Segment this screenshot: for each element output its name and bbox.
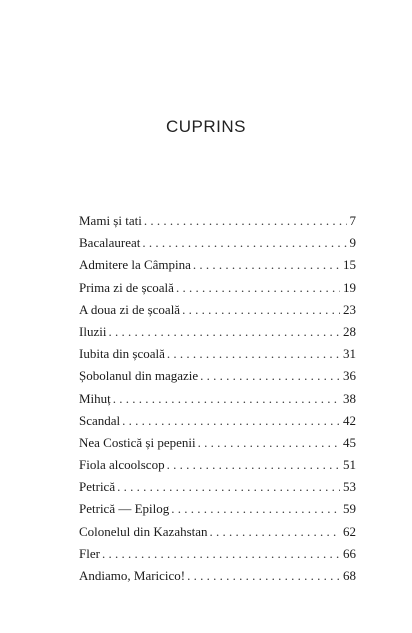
toc-entry [79,546,356,568]
toc-entry [79,257,356,279]
toc-entry-page-number: 42 [343,412,356,428]
toc-dot-leader [142,235,346,251]
toc-entry-title: Prima zi de școală [79,279,174,295]
toc-dot-leader [102,546,340,562]
toc-dot-leader [210,524,340,540]
toc-entry-page-number: 66 [343,545,356,561]
toc-entry-page-number: 59 [343,501,356,517]
toc-dot-leader [182,302,340,318]
toc-entry [79,457,356,479]
toc-entry-title: Fler [79,545,100,561]
toc-entry-page-number: 36 [343,368,356,384]
toc-entry [79,568,356,590]
toc-entry-page-number: 28 [343,323,356,339]
toc-entry [79,280,356,302]
toc-dot-leader [144,213,347,229]
toc-entry-title: Andiamo, Maricico! [79,568,186,583]
toc-dot-leader [113,391,340,407]
toc-entry [79,324,356,346]
toc-entry-title: Petrică [79,479,116,495]
toc-entry-page-number: 23 [343,301,356,317]
toc-entry-title: Iluzii [79,323,107,339]
toc-entry [79,368,356,390]
toc-entry [79,391,356,413]
toc-entry-title: Colonelul din Kazahstan [79,523,208,539]
toc-dot-leader [187,568,340,584]
toc-entry [79,302,356,324]
toc-entry-title: A doua zi de școală [79,301,181,317]
toc-entry-title: Șobolanul din magazie [79,368,199,384]
table-of-contents [79,213,356,590]
toc-dot-leader [176,280,340,296]
toc-entry-title: Petrică — Epilog [79,501,170,517]
toc-dot-leader [167,346,340,362]
toc-dot-leader [198,435,340,451]
toc-entry-title: Bacalaureat [79,235,141,251]
toc-entry-page-number: 62 [343,523,356,539]
toc-entry-page-number: 31 [343,346,356,362]
toc-entry [79,524,356,546]
toc-entry-title: Mihuț [79,390,111,406]
toc-dot-leader [200,368,340,384]
toc-entry [79,346,356,368]
toc-entry-title: Scandal [79,412,121,428]
toc-entry [79,479,356,501]
page-title: CUPRINS [165,117,246,136]
toc-entry [79,501,356,523]
toc-entry [79,413,356,435]
toc-entry-page-number: 53 [343,479,356,495]
toc-entry-title: Nea Costică și pepenii [79,434,196,450]
toc-dot-leader [108,324,340,340]
toc-dot-leader [122,413,340,429]
toc-entry-title: Iubita din școală [79,346,165,362]
toc-entry-page-number: 15 [343,257,356,273]
toc-entry-title: Fiola alcoolscop [79,457,165,473]
toc-entry [79,235,356,257]
toc-entry-page-number: 7 [349,213,356,228]
toc-entry-title: Admitere la Câmpina [79,257,191,273]
toc-entry-title: Mami și tati [79,213,142,228]
toc-dot-leader [117,479,340,495]
toc-entry-page-number: 19 [343,279,356,295]
toc-entry [79,435,356,457]
toc-dot-leader [171,501,340,517]
toc-entry-page-number: 68 [343,568,356,583]
toc-entry-page-number: 38 [343,390,356,406]
toc-entry-page-number: 9 [349,235,356,251]
toc-entry [79,213,356,235]
toc-entry-page-number: 51 [343,457,356,473]
toc-entry-page-number: 45 [343,434,356,450]
toc-dot-leader [193,257,340,273]
toc-dot-leader [167,457,340,473]
